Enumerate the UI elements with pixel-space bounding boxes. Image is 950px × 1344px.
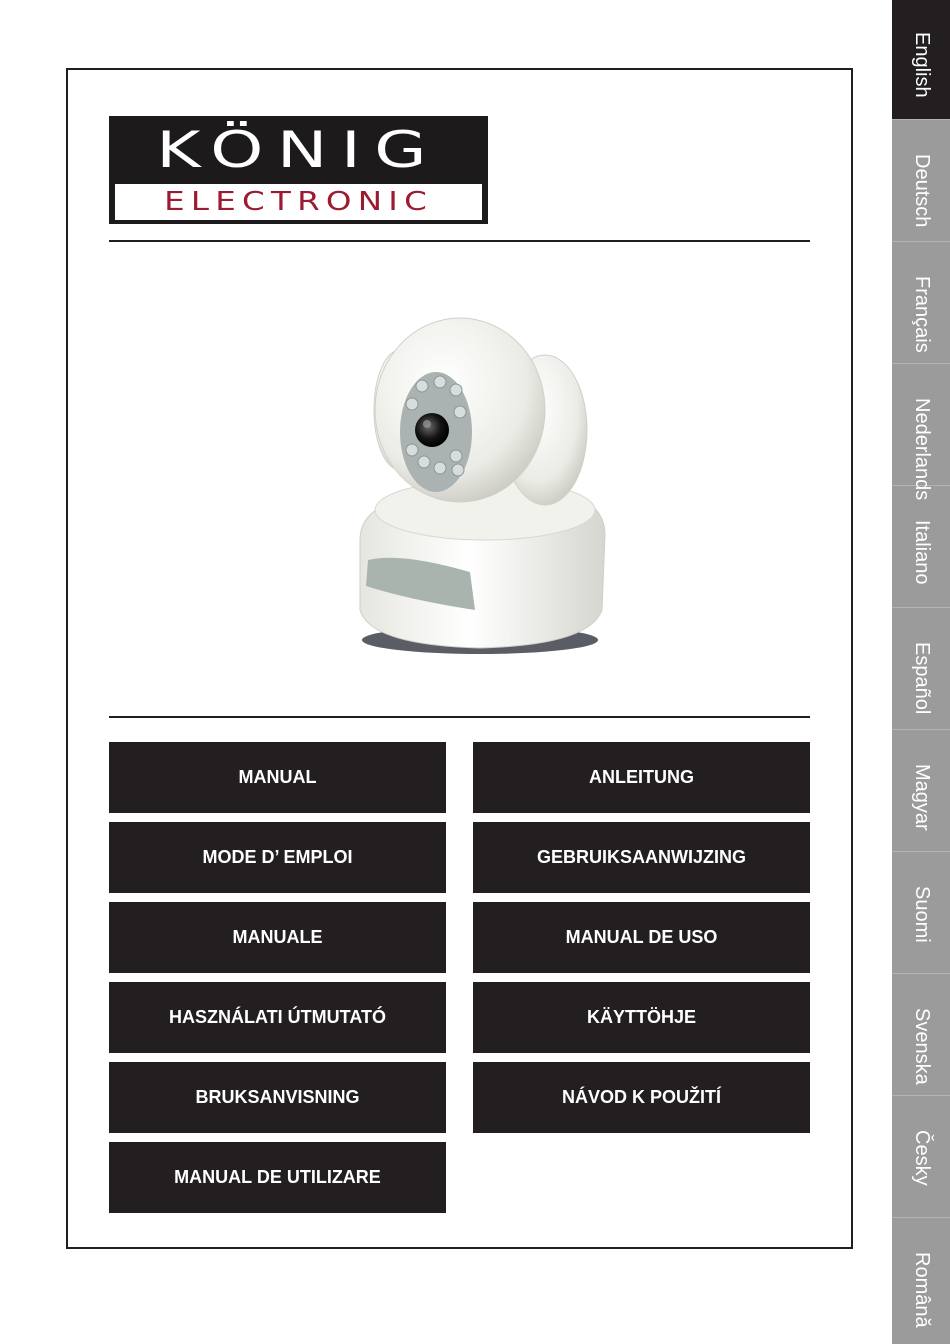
manual-fi-button[interactable]: KÄYTTÖHJE [473,982,810,1053]
brand-name: KÖNIG [156,121,441,179]
logo-bottom-band [115,184,482,220]
logo-top-band [109,116,488,184]
tab-label: Română [911,1252,933,1328]
manual-fr-button[interactable]: MODE D’ EMPLOI [109,822,446,893]
tab-label: Nederlands [911,398,933,501]
brand-subtitle: ELECTRONIC [164,187,433,217]
manual-ro-button[interactable]: MANUAL DE UTILIZARE [109,1142,446,1213]
brand-logo [109,116,488,224]
tab-francais[interactable] [892,244,950,364]
tab-romana[interactable] [892,1220,950,1344]
manual-it-button[interactable]: MANUALE [109,902,446,973]
divider-bottom [109,716,810,718]
tab-svenska[interactable] [892,976,950,1096]
tab-label: Español [911,642,933,715]
tab-magyar[interactable] [892,732,950,852]
manual-cz-button[interactable]: NÁVOD K POUŽITÍ [473,1062,810,1133]
manual-en-button[interactable]: MANUAL [109,742,446,813]
tab-suomi[interactable] [892,854,950,974]
manual-nl-button[interactable]: GEBRUIKSAANWIJZING [473,822,810,893]
manual-sv-button[interactable]: BRUKSANVISNING [109,1062,446,1133]
tab-label: Italiano [911,520,933,585]
tab-italiano[interactable] [892,488,950,608]
tab-label: Français [911,276,933,353]
tab-nederlands[interactable] [892,366,950,501]
tab-label: Suomi [911,886,933,943]
tab-label: Svenska [911,1008,933,1085]
language-tab-strip [892,0,950,1344]
manual-hu-button[interactable]: HASZNÁLATI ÚTMUTATÓ [109,982,446,1053]
tab-cesky[interactable] [892,1098,950,1218]
tab-label: Česky [911,1130,933,1186]
camera-illustration [340,310,620,660]
tab-label: Deutsch [911,154,933,228]
tab-deutsch[interactable] [892,122,950,242]
tab-espanol[interactable] [892,610,950,730]
divider-top [109,240,810,242]
tab-label: English [911,32,933,98]
tab-label: Magyar [911,764,933,831]
manual-es-button[interactable]: MANUAL DE USO [473,902,810,973]
manual-de-button[interactable]: ANLEITUNG [473,742,810,813]
tab-english[interactable] [892,0,950,120]
